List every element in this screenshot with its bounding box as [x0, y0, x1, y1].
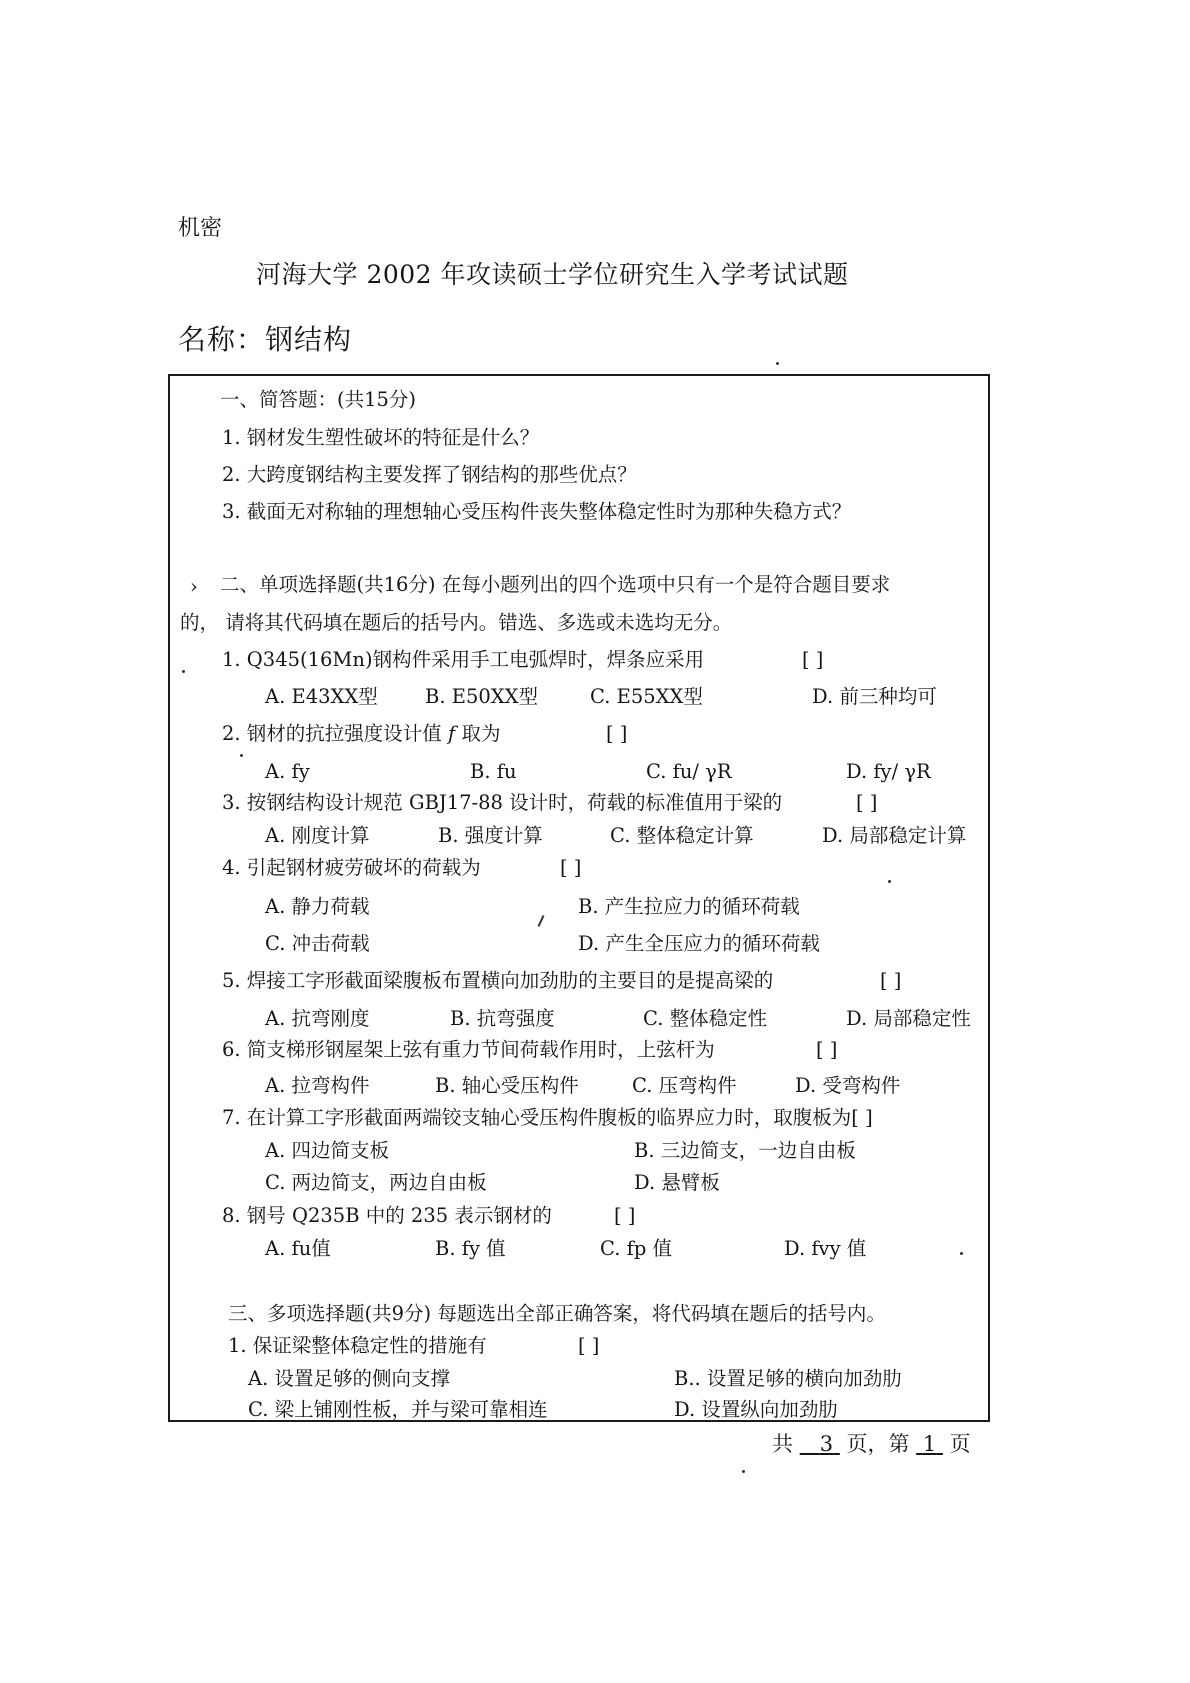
scan-speck [888, 880, 891, 883]
sc-q4-option-a: A. 静力荷载 [265, 895, 370, 918]
sc-question-3-answer-bracket: [ ] [856, 791, 878, 814]
sc-q3-option-b: B. 强度计算 [438, 824, 543, 847]
mc-q1-option-b: B.. 设置足够的横向加劲肋 [674, 1367, 902, 1390]
sc-q8-option-a: A. fu值 [265, 1237, 331, 1260]
sc-q4-option-d: D. 产生全压应力的循环荷载 [578, 932, 820, 955]
sc-question-1: 1. Q345(16Mn)钢构件采用手工电弧焊时，焊条应采用 [222, 648, 705, 671]
scan-speck [960, 1252, 963, 1255]
section-1-question-3: 3. 截面无对称轴的理想轴心受压构件丧失整体稳定性时为那种失稳方式？ [222, 500, 852, 523]
page-counter-suffix: 页 [949, 1432, 971, 1456]
confidential-label: 机密 [178, 216, 223, 241]
sc-question-2-answer-bracket: [ ] [606, 722, 628, 745]
page-counter-middle: 页，第 [846, 1432, 910, 1456]
sc-q6-option-c: C. 压弯构件 [632, 1074, 737, 1097]
sc-q3-option-a: A. 刚度计算 [265, 824, 370, 847]
sc-question-2-suffix: 取为 [461, 722, 501, 745]
sc-q5-option-b: B. 抗弯强度 [450, 1007, 555, 1030]
section-1-title: 一、简答题：(共15分) [220, 388, 417, 411]
sc-q4-option-c: C. 冲击荷载 [265, 932, 370, 955]
subject-name: 名称：钢结构 [178, 323, 353, 356]
scan-speck [776, 362, 779, 365]
sc-q7-option-c: C. 两边简支，两边自由板 [265, 1171, 487, 1194]
sc-question-6: 6. 简支梯形钢屋架上弦有重力节间荷载作用时，上弦杆为 [222, 1038, 715, 1061]
page-current-value: 1 [922, 1432, 937, 1456]
sc-q2-option-b: B. fu [470, 760, 517, 783]
sc-q7-option-b: B. 三边简支，一边自由板 [634, 1139, 856, 1162]
page-current [916, 1432, 943, 1456]
sc-q6-option-d: D. 受弯构件 [795, 1074, 901, 1097]
sc-q8-option-b: B. fy 值 [435, 1237, 506, 1260]
mc-q1-option-a: A. 设置足够的侧向支撑 [248, 1367, 450, 1390]
page-counter-prefix: 共 [772, 1432, 793, 1456]
sc-q1-option-c: C. E55XX型 [590, 685, 703, 708]
sc-q7-option-d: D. 悬臂板 [634, 1171, 720, 1194]
sc-q8-option-c: C. fp 值 [600, 1237, 673, 1260]
sc-q3-option-c: C. 整体稳定计算 [610, 824, 754, 847]
sc-q4-option-b: B. 产生拉应力的循环荷载 [578, 895, 800, 918]
mc-question-1: 1. 保证梁整体稳定性的措施有 [228, 1334, 487, 1357]
sc-question-5: 5. 焊接工字形截面梁腹板布置横向加劲肋的主要目的是提高梁的 [222, 969, 774, 992]
section-2-intro-line-1: 二、单项选择题(共16分) 在每小题列出的四个选项中只有一个是符合题目要求 [220, 573, 891, 596]
section-1-question-2: 2. 大跨度钢结构主要发挥了钢结构的那些优点？ [222, 463, 637, 486]
sc-q1-option-d: D. 前三种均可 [812, 685, 937, 708]
page-total [800, 1432, 840, 1456]
scan-speck [240, 754, 243, 757]
sc-question-2-text: 2. 钢材的抗拉强度设计值 [222, 722, 442, 745]
sc-q2-option-a: A. fy [265, 760, 310, 783]
sc-q5-option-a: A. 抗弯刚度 [265, 1007, 370, 1030]
sc-question-2 [222, 724, 500, 744]
sc-question-4: 4. 引起钢材疲劳破坏的荷载为 [222, 856, 481, 879]
sc-q2-option-c: C. fu/ γR [646, 760, 732, 783]
page-total-value: 3 [819, 1432, 834, 1456]
sc-q3-option-d: D. 局部稳定计算 [822, 824, 967, 847]
sc-question-3: 3. 按钢结构设计规范 GBJ17-88 设计时，荷载的标准值用于梁的 [222, 791, 783, 814]
sc-q5-option-d: D. 局部稳定性 [846, 1007, 971, 1030]
mc-q1-option-d: D. 设置纵向加劲肋 [674, 1398, 838, 1421]
sc-q8-option-d: D. fvy 值 [784, 1237, 867, 1260]
page-counter [772, 1434, 971, 1455]
sc-q1-option-b: B. E50XX型 [425, 685, 539, 708]
sc-q1-option-a: A. E43XX型 [265, 685, 378, 708]
mc-question-1-answer-bracket: [ ] [578, 1334, 600, 1357]
scan-speck [742, 1470, 745, 1473]
sc-question-4-answer-bracket: [ ] [560, 856, 582, 879]
sc-q5-option-c: C. 整体稳定性 [643, 1007, 768, 1030]
sc-question-6-answer-bracket: [ ] [816, 1038, 838, 1061]
sc-q6-option-b: B. 轴心受压构件 [435, 1074, 579, 1097]
scan-speck [182, 670, 185, 673]
exam-title: 河海大学 2002 年攻读硕士学位研究生入学考试试题 [256, 260, 849, 289]
mc-q1-option-c: C. 梁上铺刚性板，并与梁可靠相连 [248, 1398, 548, 1421]
sc-q6-option-a: A. 拉弯构件 [265, 1074, 370, 1097]
sc-question-2-symbol: f [448, 722, 456, 745]
sc-question-5-answer-bracket: [ ] [880, 969, 902, 992]
section-2-intro-line-2: 的， 请将其代码填在题后的括号内。错选、多选或未选均无分。 [180, 611, 733, 634]
arrow-mark-icon: › [190, 575, 198, 598]
sc-q2-option-d: D. fy/ γR [846, 760, 931, 783]
section-1-question-1: 1. 钢材发生塑性破坏的特征是什么？ [222, 426, 540, 449]
sc-question-7: 7. 在计算工字形截面两端铰支轴心受压构件腹板的临界应力时，取腹板为[ ] [222, 1106, 873, 1129]
sc-question-8-answer-bracket: [ ] [614, 1204, 636, 1227]
sc-question-1-answer-bracket: [ ] [802, 648, 824, 671]
sc-q7-option-a: A. 四边简支板 [265, 1139, 389, 1162]
section-3-title: 三、多项选择题(共9分) 每题选出全部正确答案，将代码填在题后的括号内。 [228, 1302, 886, 1325]
sc-question-8: 8. 钢号 Q235B 中的 235 表示钢材的 [222, 1204, 552, 1227]
